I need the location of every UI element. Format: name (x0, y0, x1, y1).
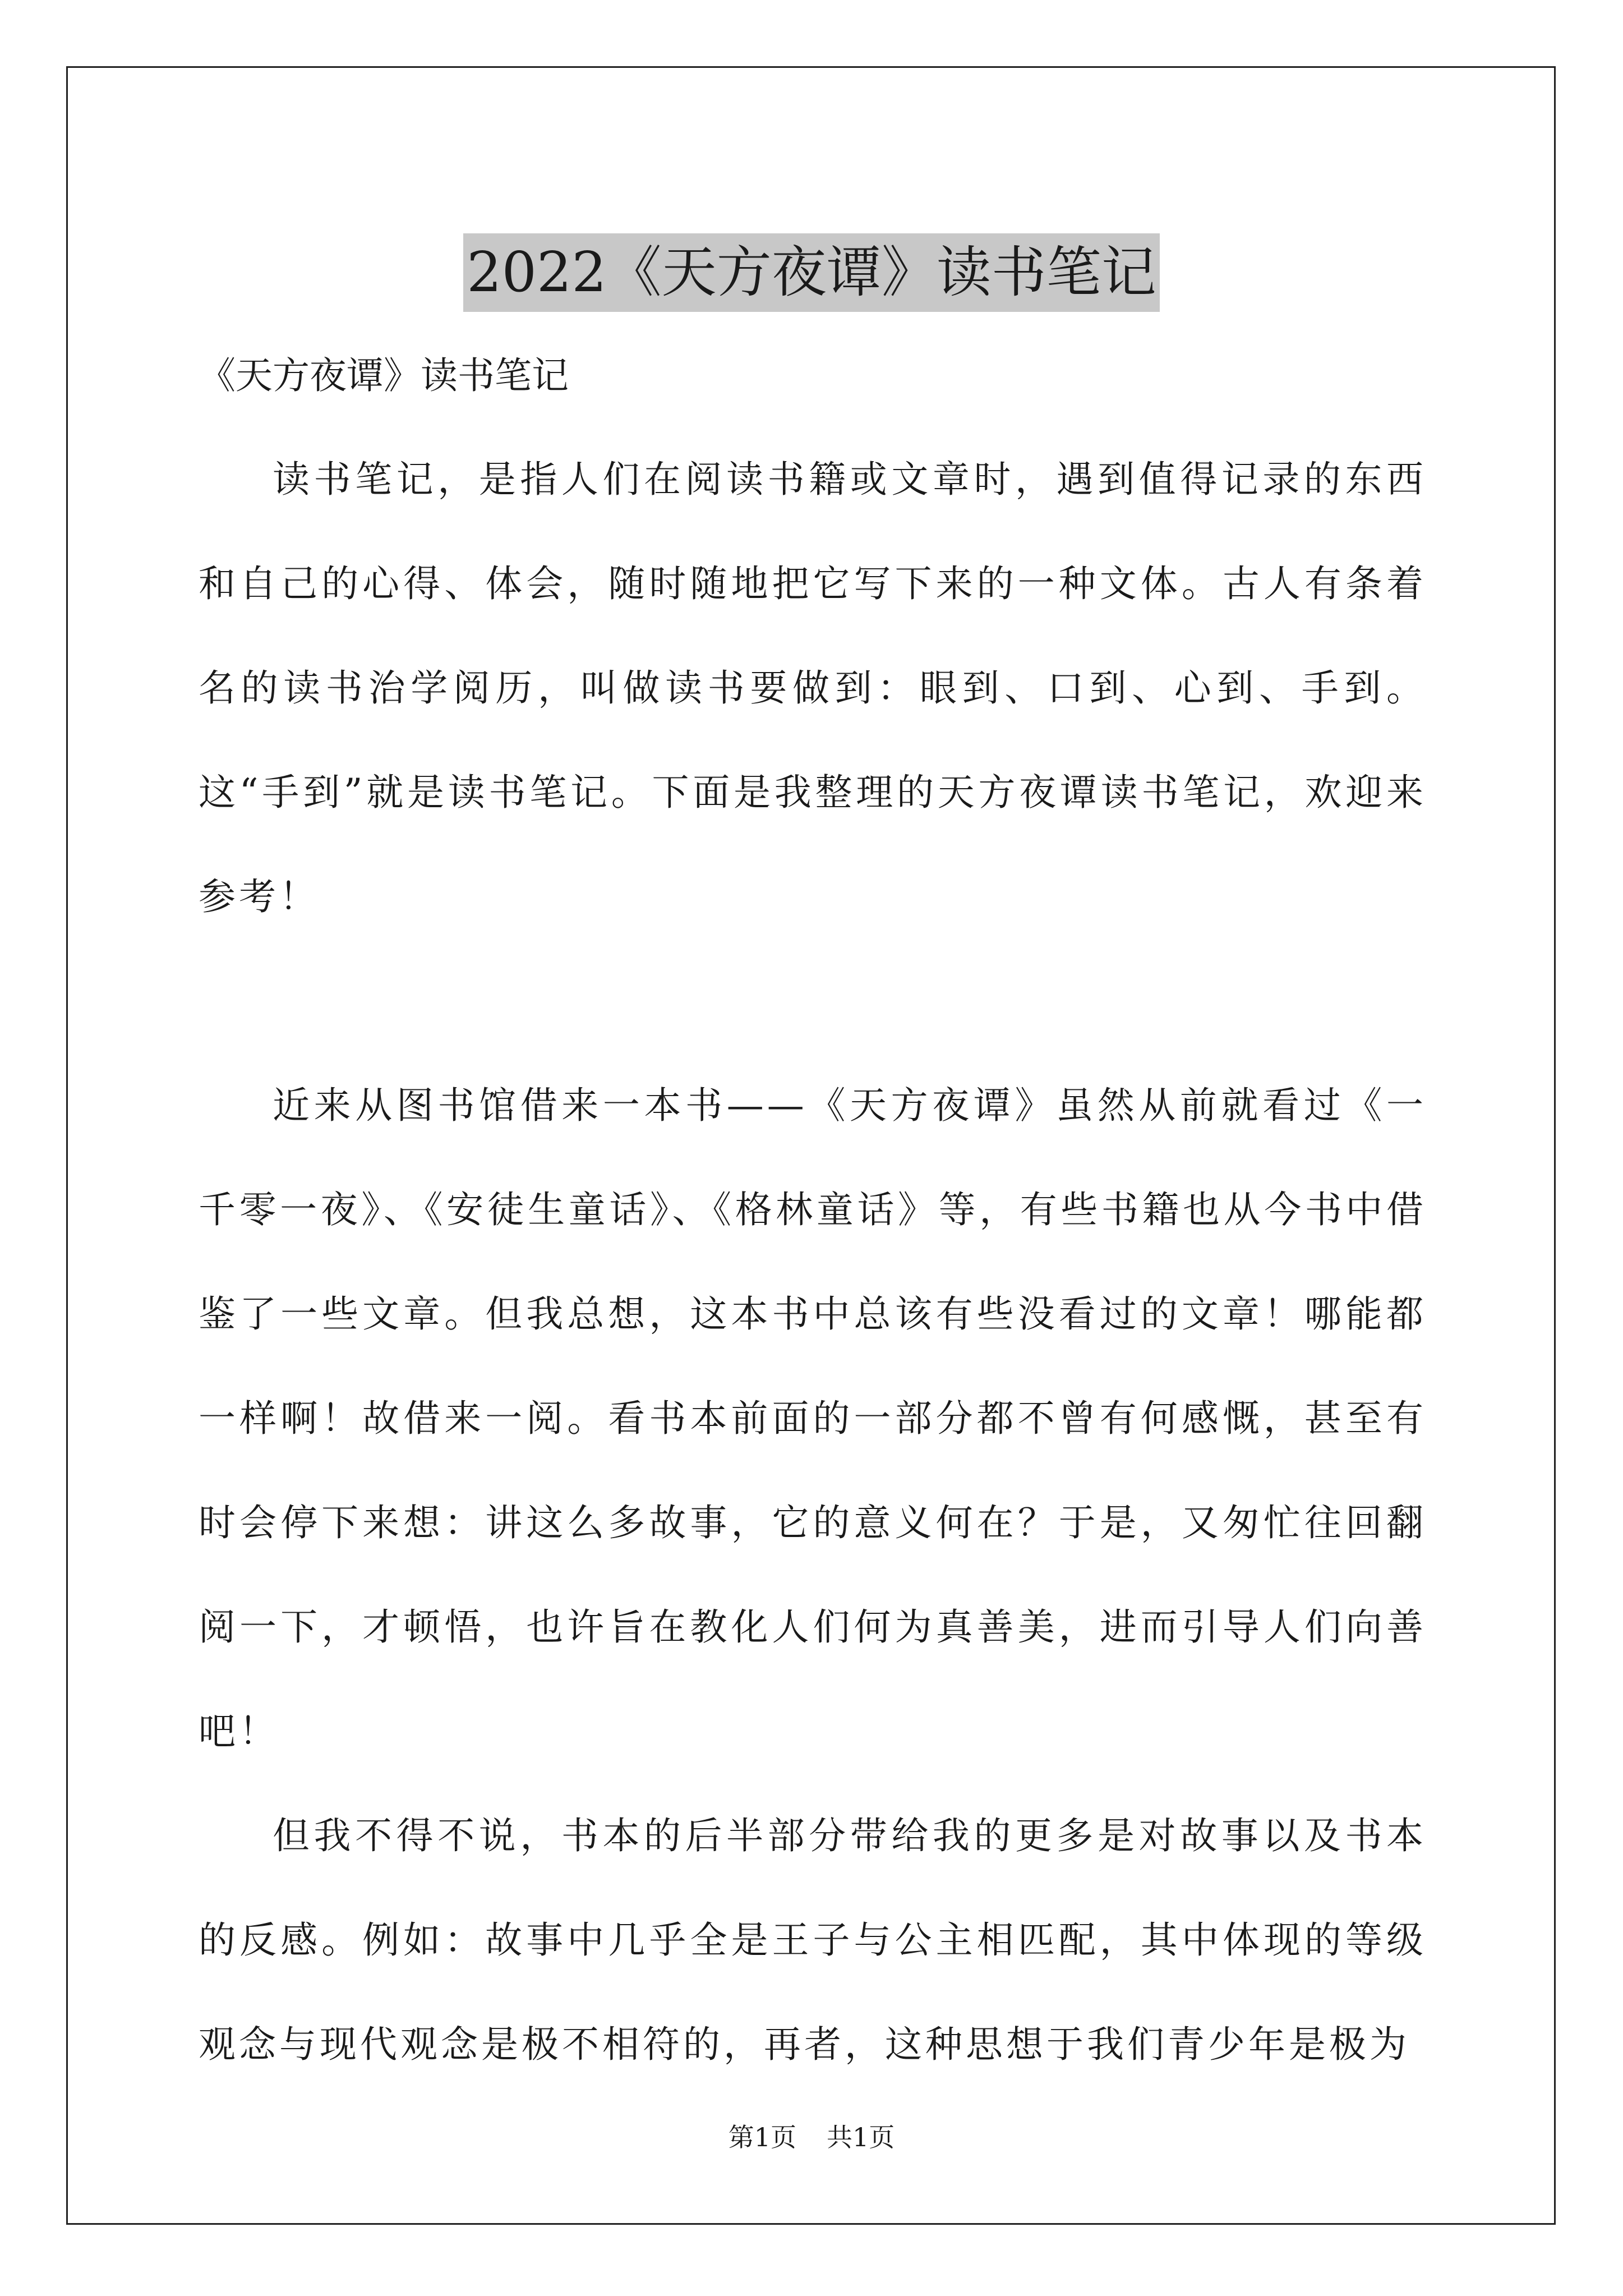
title-container (0, 196, 1623, 348)
page-number-current: 第1页 (728, 2122, 796, 2152)
page-footer (0, 2120, 1623, 2154)
document-body (199, 337, 1427, 2097)
page-number-total: 共1页 (827, 2122, 895, 2152)
paragraph-story-1: 近来从图书馆借来一本书——《天方夜谭》虽然从前就看过《一千零一夜》、《安徒生童话》、《格林童话》等，有些书籍也从今书中借鉴了一些文章。但我总想，这本书中总该有些没看过的文章！哪能都一样啊！故借来一阅。看书本前面的一部分都不曾有何感慨，甚至有时会停下来想：讲这么多故事，它的意义何在？于是，又匆忙往回翻阅一下，才顿悟，也许旨在教化人们何为真善美，进而引导人们向善吧！ (199, 1084, 1427, 1753)
document-subtitle: 《天方夜谭》读书笔记 (199, 354, 569, 397)
paragraph-story-2: 但我不得不说，书本的后半部分带给我的更多是对故事以及书本的反感。例如：故事中几乎全是王子与公主相匹配，其中体现的等级观念与现代观念是极不相符的，再者，这种思想于我们青少年是极为 (199, 1814, 1427, 2066)
paragraph-intro: 读书笔记，是指人们在阅读书籍或文章时，遇到值得记录的东西和自己的心得、体会，随时随地把它写下来的一种文体。古人有条着名的读书治学阅历，叫做读书要做到：眼到、口到、心到、手到。这“手到”就是读书笔记。下面是我整理的天方夜谭读书笔记，欢迎来参考！ (199, 458, 1427, 918)
document-title: 2022《天方夜谭》读书笔记 (463, 233, 1159, 312)
